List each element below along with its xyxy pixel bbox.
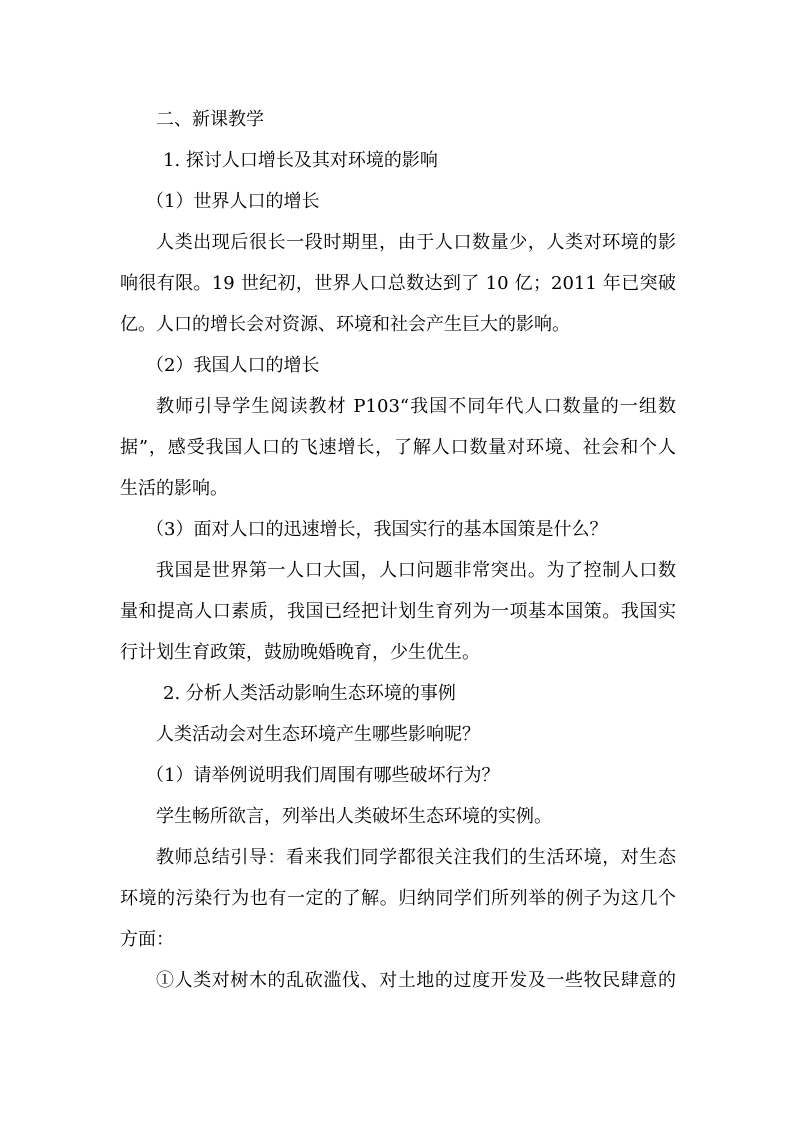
- paragraph-line: 亿。人口的增长会对资源、环境和社会产生巨大的影响。: [120, 314, 570, 335]
- paragraph-line: 行计划生育政策，鼓励晚婚晚育，少生优生。: [120, 642, 480, 663]
- item-heading-china-population: （2）我国人口的增长: [146, 355, 320, 376]
- item-heading-national-policy: （3）面对人口的迅速增长，我国实行的基本国策是什么？: [146, 519, 608, 540]
- paragraph-line: 生活的影响。: [120, 478, 228, 499]
- paragraph-line: 响很有限。19 世纪初，世界人口总数达到了 10 亿；2011 年已突破: [120, 273, 676, 294]
- paragraph-line: 方面：: [120, 929, 174, 950]
- paragraph-line: 人类出现后很长一段时期里，由于人口数量少，人类对环境的影: [156, 232, 676, 253]
- paragraph-line: 环境的污染行为也有一定的了解。归纳同学们所列举的例子为这几个: [120, 888, 676, 909]
- section-heading: 二、新课教学: [156, 109, 264, 130]
- document-body: [120, 99, 676, 1001]
- paragraph-line: 教师总结引导：看来我们同学都很关注我们的生活环境，对生态: [156, 847, 676, 868]
- paragraph-line: 我国是世界第一人口大国，人口问题非常突出。为了控制人口数: [156, 560, 676, 581]
- paragraph-line: 量和提高人口素质，我国已经把计划生育列为一项基本国策。我国实: [120, 601, 676, 622]
- item-heading-examples: （1）请举例说明我们周围有哪些破坏行为？: [146, 765, 500, 786]
- item-heading-world-population: （1）世界人口的增长: [146, 191, 320, 212]
- paragraph-line: 教师引导学生阅读教材 P103“我国不同年代人口数量的一组数: [156, 396, 676, 417]
- paragraph-line: 据”，感受我国人口的飞速增长，了解人口数量对环境、社会和个人: [120, 437, 676, 458]
- subsection-heading-2: 2. 分析人类活动影响生态环境的事例: [163, 683, 456, 704]
- paragraph-line: 人类活动会对生态环境产生哪些影响呢？: [156, 724, 480, 745]
- paragraph-line: 学生畅所欲言，列举出人类破坏生态环境的实例。: [156, 806, 552, 827]
- subsection-heading-1: 1. 探讨人口增长及其对环境的影响: [163, 150, 438, 171]
- paragraph-line: ①人类对树木的乱砍滥伐、对土地的过度开发及一些牧民肆意的: [156, 970, 676, 991]
